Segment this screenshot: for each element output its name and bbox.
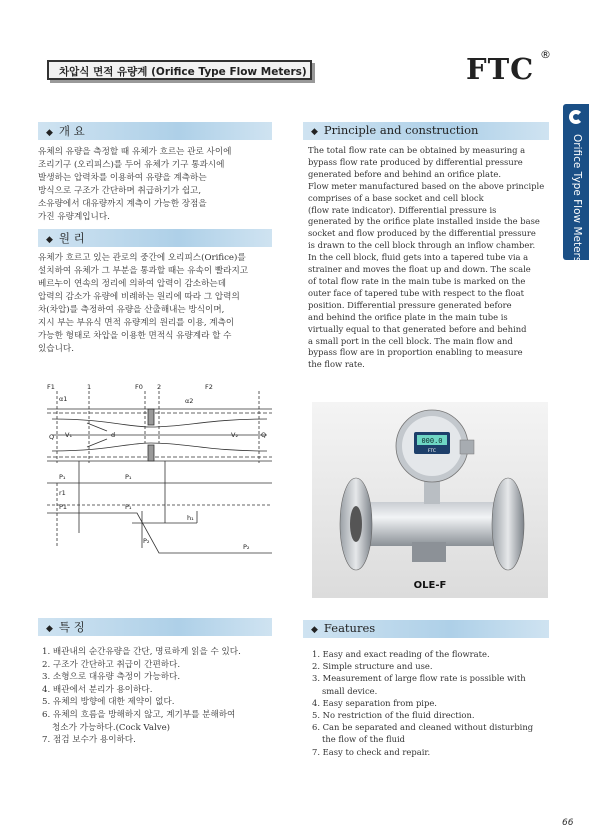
principle-en-line: socket and flow produced by the differential pressure xyxy=(308,228,536,239)
overview-ko-line: 조리기구 (오리피스)를 두어 유체가 기구 통과시에 xyxy=(38,160,225,170)
overview-ko-line: 발생하는 압력차를 이용하여 유량을 계측하는 xyxy=(38,173,207,183)
diamond-icon: ◆ xyxy=(311,127,318,137)
principle-ko-line: 가능한 형태로 차압을 이용한 면적식 유량계라 할 수 xyxy=(38,331,232,341)
features-en-item xyxy=(312,685,533,697)
overview-ko-heading-text: 개 요 xyxy=(58,124,85,138)
overview-ko-line: 유체의 유량을 측정할 때 유체가 흐르는 관로 사이에 xyxy=(38,147,232,157)
features-en-item: 6. Can be separated and cleaned without disturbing xyxy=(312,722,534,733)
product-caption: OLE-F xyxy=(413,580,447,591)
features-en-item: 1. Easy and exact reading of the flowrate. xyxy=(312,649,490,659)
side-tab xyxy=(563,104,589,263)
features-en-item-cont: small device. xyxy=(322,685,378,696)
label-f0: F0 xyxy=(135,383,143,391)
features-en-item: 7. Easy to check and repair. xyxy=(312,746,431,757)
features-ko-item xyxy=(42,722,241,735)
principle-en-line: generated by the orifice plate installed inside the base xyxy=(308,216,540,227)
label-p1a: P₁ xyxy=(59,473,66,481)
features-ko-item-cont: 청소가 가능하다.(Cock Valve) xyxy=(52,722,171,733)
features-ko-item: 2. 구조가 간단하고 취급이 간편하다. xyxy=(42,659,181,670)
label-p2b: P₂ xyxy=(243,543,250,551)
principle-en-heading-text: Principle and construction xyxy=(323,123,479,137)
orifice-principle-diagram xyxy=(47,383,272,568)
label-2: 2 xyxy=(157,383,162,391)
label-h1: h₁ xyxy=(187,514,194,522)
principle-en-line: generated before and behind an orifice plate. xyxy=(308,168,501,179)
label-q-left: Q xyxy=(49,433,55,441)
label-p1b: P₁ xyxy=(125,473,132,481)
principle-ko-line: 있습니다. xyxy=(38,344,74,354)
principle-ko-heading xyxy=(38,229,272,247)
principle-ko-line: 베르누이 연속의 정리에 의하여 압력이 감소하는데 xyxy=(38,279,226,289)
diamond-icon: ◆ xyxy=(46,128,53,138)
label-q-right: Q xyxy=(261,431,267,439)
label-d: d xyxy=(111,431,116,439)
label-v1: V₁ xyxy=(65,431,73,439)
label-a1: α1 xyxy=(59,395,68,403)
features-en-item: 4. Easy separation from pipe. xyxy=(312,697,437,708)
principle-en-text xyxy=(308,145,544,371)
label-p1d: P₁ xyxy=(125,503,132,511)
label-r1: r1 xyxy=(59,489,66,497)
principle-en-line: the flow rate. xyxy=(308,359,365,370)
principle-en-heading xyxy=(303,122,549,140)
features-ko-heading-text: 특 징 xyxy=(58,620,85,634)
overview-ko-line: 가진 유량계입니다. xyxy=(38,212,110,222)
features-en-item: 3. Measurement of large flow rate is possible with xyxy=(312,673,526,684)
principle-en-line: bypass flow are in proportion enabling to measure xyxy=(308,347,523,358)
label-1: 1 xyxy=(87,383,92,391)
features-en-item xyxy=(312,733,533,745)
overview-ko-text xyxy=(38,146,231,224)
features-ko-item: 1. 배관내의 순간유량을 간단, 명료하게 읽을 수 있다. xyxy=(42,647,241,657)
overview-ko-heading xyxy=(38,122,272,140)
label-p1c: P1 xyxy=(59,503,68,511)
lcd-display: 000.0 xyxy=(421,437,443,445)
principle-ko-line: 압력의 감소가 유량에 비례하는 원리에 따라 그 압력의 xyxy=(38,292,240,302)
features-ko-item: 7. 점검 보수가 용이하다. xyxy=(42,735,136,746)
principle-en-line: strainer and moves the float up and down. The scale xyxy=(308,264,531,275)
diamond-icon: ◆ xyxy=(311,625,318,635)
label-f2: F2 xyxy=(205,383,213,391)
overview-ko-line: 방식으로 구조가 간단하며 취급하기가 쉽고, xyxy=(38,186,202,196)
label-f1: F1 xyxy=(47,383,55,391)
features-ko-item: 3. 소형으로 대유량 측정이 가능하다. xyxy=(42,672,181,683)
features-en-list xyxy=(312,648,533,758)
features-en-item: 2. Simple structure and use. xyxy=(312,661,433,672)
principle-en-line: is drawn to the cell block through an inflow chamber. xyxy=(308,240,536,251)
meter-brand: FTC xyxy=(427,449,437,454)
features-ko-heading xyxy=(38,618,272,636)
principle-en-line: (flow rate indicator). Differential pressure is xyxy=(308,204,497,215)
principle-ko-text xyxy=(38,252,248,356)
features-en-item-cont: the flow of the fluid xyxy=(322,734,406,745)
crescent-icon xyxy=(569,110,583,124)
label-a2: α2 xyxy=(185,397,194,405)
principle-en-line: In the cell block, fluid gets into a tapered tube via a xyxy=(308,252,529,263)
label-p2a: P₂ xyxy=(143,537,150,545)
label-v2: V₂ xyxy=(231,431,239,439)
product-photo xyxy=(312,402,548,598)
principle-en-line: The total flow rate can be obtained by measuring a xyxy=(308,145,526,155)
side-tab-label: Orifice Type Flow Meters xyxy=(571,134,583,263)
principle-en-line: comprises of a base socket and cell block xyxy=(308,192,484,203)
features-ko-list xyxy=(42,646,241,747)
principle-en-line: outer face of tapered tube with respect to the float xyxy=(308,287,525,298)
overview-ko-line: 소유량에서 대유량까지 계측이 가능한 장점을 xyxy=(38,199,207,209)
registered-mark: ® xyxy=(540,48,551,61)
principle-ko-line: 설치하여 유체가 그 부분을 통과할 때는 유속이 빨라지고 xyxy=(38,266,249,276)
page-number: 66 xyxy=(562,818,574,828)
features-en-heading-text: Features xyxy=(323,621,376,635)
principle-ko-line: 유체가 흐르고 있는 관로의 중간에 오리피스(Orifice)를 xyxy=(38,253,246,263)
diamond-icon: ◆ xyxy=(46,624,53,634)
features-en-heading xyxy=(303,620,549,638)
flow-meter-illustration xyxy=(312,402,548,598)
features-ko-item: 6. 유체의 흐름을 방해하지 않고, 계기부를 분해하여 xyxy=(42,709,236,720)
principle-en-line: and behind the orifice plate in the main tube is xyxy=(308,311,508,322)
principle-en-line: position. Differential pressure generated before xyxy=(308,299,512,310)
principle-en-line: bypass flow rate produced by differential pressure xyxy=(308,156,523,167)
principle-en-line: virtually equal to that generated before and behind xyxy=(308,323,527,334)
page-title: 차압식 면적 유량계 (Orifice Type Flow Meters) xyxy=(47,60,312,80)
diamond-icon: ◆ xyxy=(46,235,53,245)
principle-ko-line: 차(차압)를 측정하여 유량을 산출해내는 방식이며, xyxy=(38,305,225,315)
ftc-logo: FTC xyxy=(466,52,535,86)
features-en-item: 5. No restriction of the fluid direction. xyxy=(312,710,475,721)
principle-ko-line: 지시 부는 부유식 면적 유량계의 원리를 이용, 계측이 xyxy=(38,318,235,328)
features-ko-item: 5. 유체의 방향에 대한 제약이 없다. xyxy=(42,697,175,708)
principle-en-line: Flow meter manufactured based on the above principle xyxy=(308,180,545,191)
principle-ko-heading-text: 원 리 xyxy=(58,231,85,245)
principle-en-line: a small port in the cell block. The main flow and xyxy=(308,335,513,346)
principle-en-line: of total flow rate in the main tube is marked on the xyxy=(308,275,526,286)
features-ko-item: 4. 배관에서 분리가 용이하다. xyxy=(42,684,153,695)
